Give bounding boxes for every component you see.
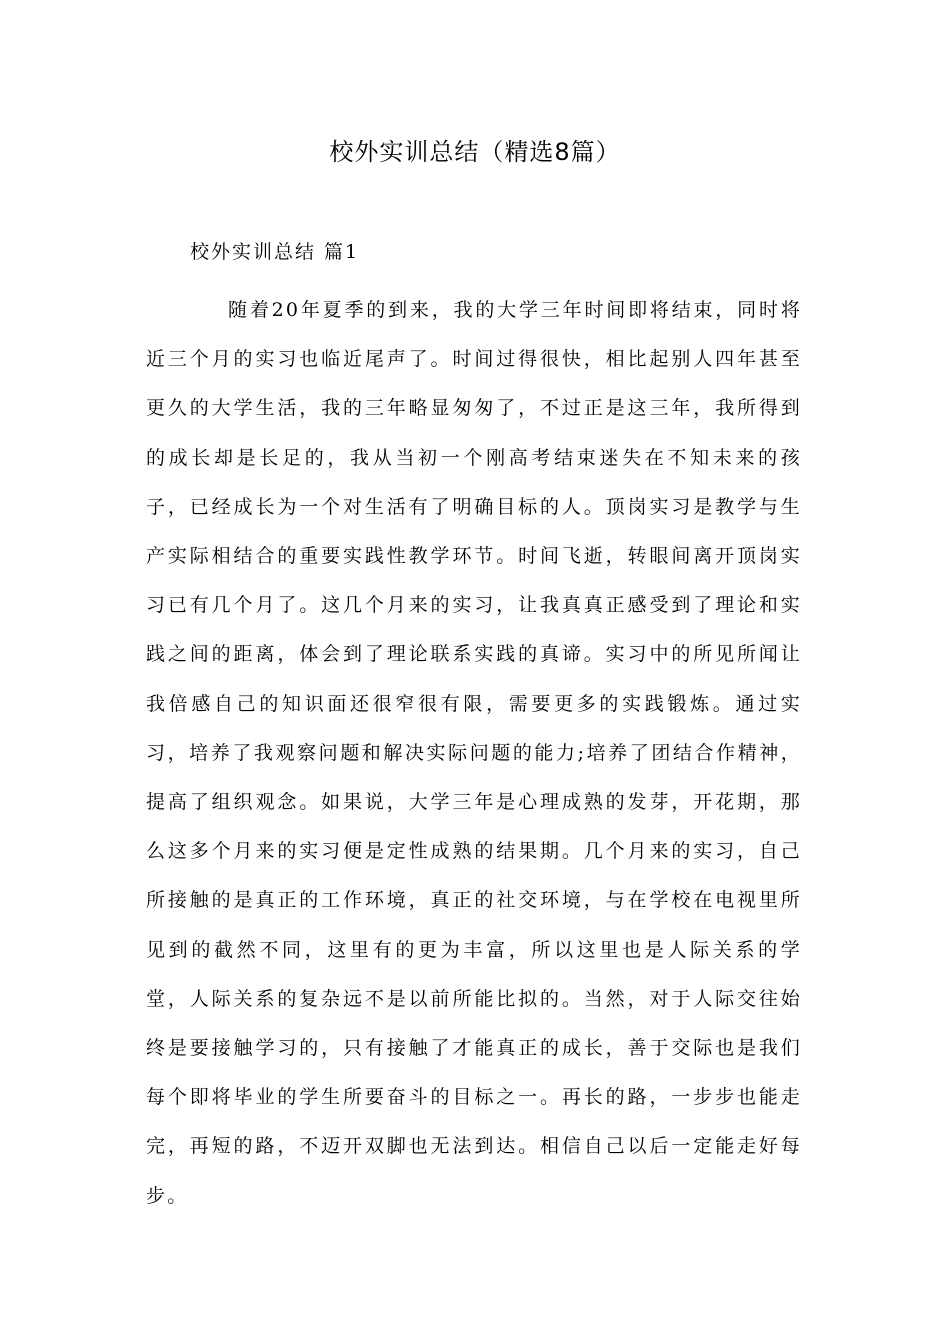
document-title: 校外实训总结（精选8篇）	[329, 138, 621, 166]
section-heading: 校外实训总结 篇1	[190, 241, 360, 263]
body-paragraph: 随着20年夏季的到来，我的大学三年时间即将结束，同时将近三个月的实习也临近尾声了。时间过得很快，相比起别人四年甚至更久的大学生活，我的三年略显匆匆了，不过正是这三年，我所得到的成长却是长足的，我从当初一个刚高考结束迷失在不知未来的孩子，已经成长为一个对生活有了明确目标的人。顶岗实习是教学与生产实际相结合的重要实践性教学环节。时间飞逝，转眼间离开顶岗实习已有几个月了。这几个月来的实习，让我真真正感受到了理论和实践之间的距离，体会到了理论联系实践的真谛。实习中的所见所闻让我倍感自己的知识面还很窄很有限，需要更多的实践锻炼。通过实习，培养了我观察问题和解决实际问题的能力;培养了团结合作精神，提高了组织观念。如果说，大学三年是心理成熟的发芽，开花期，那么这多个月来的实习便是定性成熟的结果期。几个月来的实习，自己所接触的是真正的工作环境，真正的社交环境，与在学校在电视里所见到的截然不同，这里有的更为丰富，所以这里也是人际关系的学堂，人际关系的复杂远不是以前所能比拟的。当然，对于人际交往始终是要接触学习的，只有接触了才能真正的成长，善于交际也是我们每个即将毕业的学生所要奋斗的目标之一。再长的路，一步步也能走完，再短的路，不迈开双脚也无法到达。相信自己以后一定能走好每步。	[146, 299, 802, 1207]
